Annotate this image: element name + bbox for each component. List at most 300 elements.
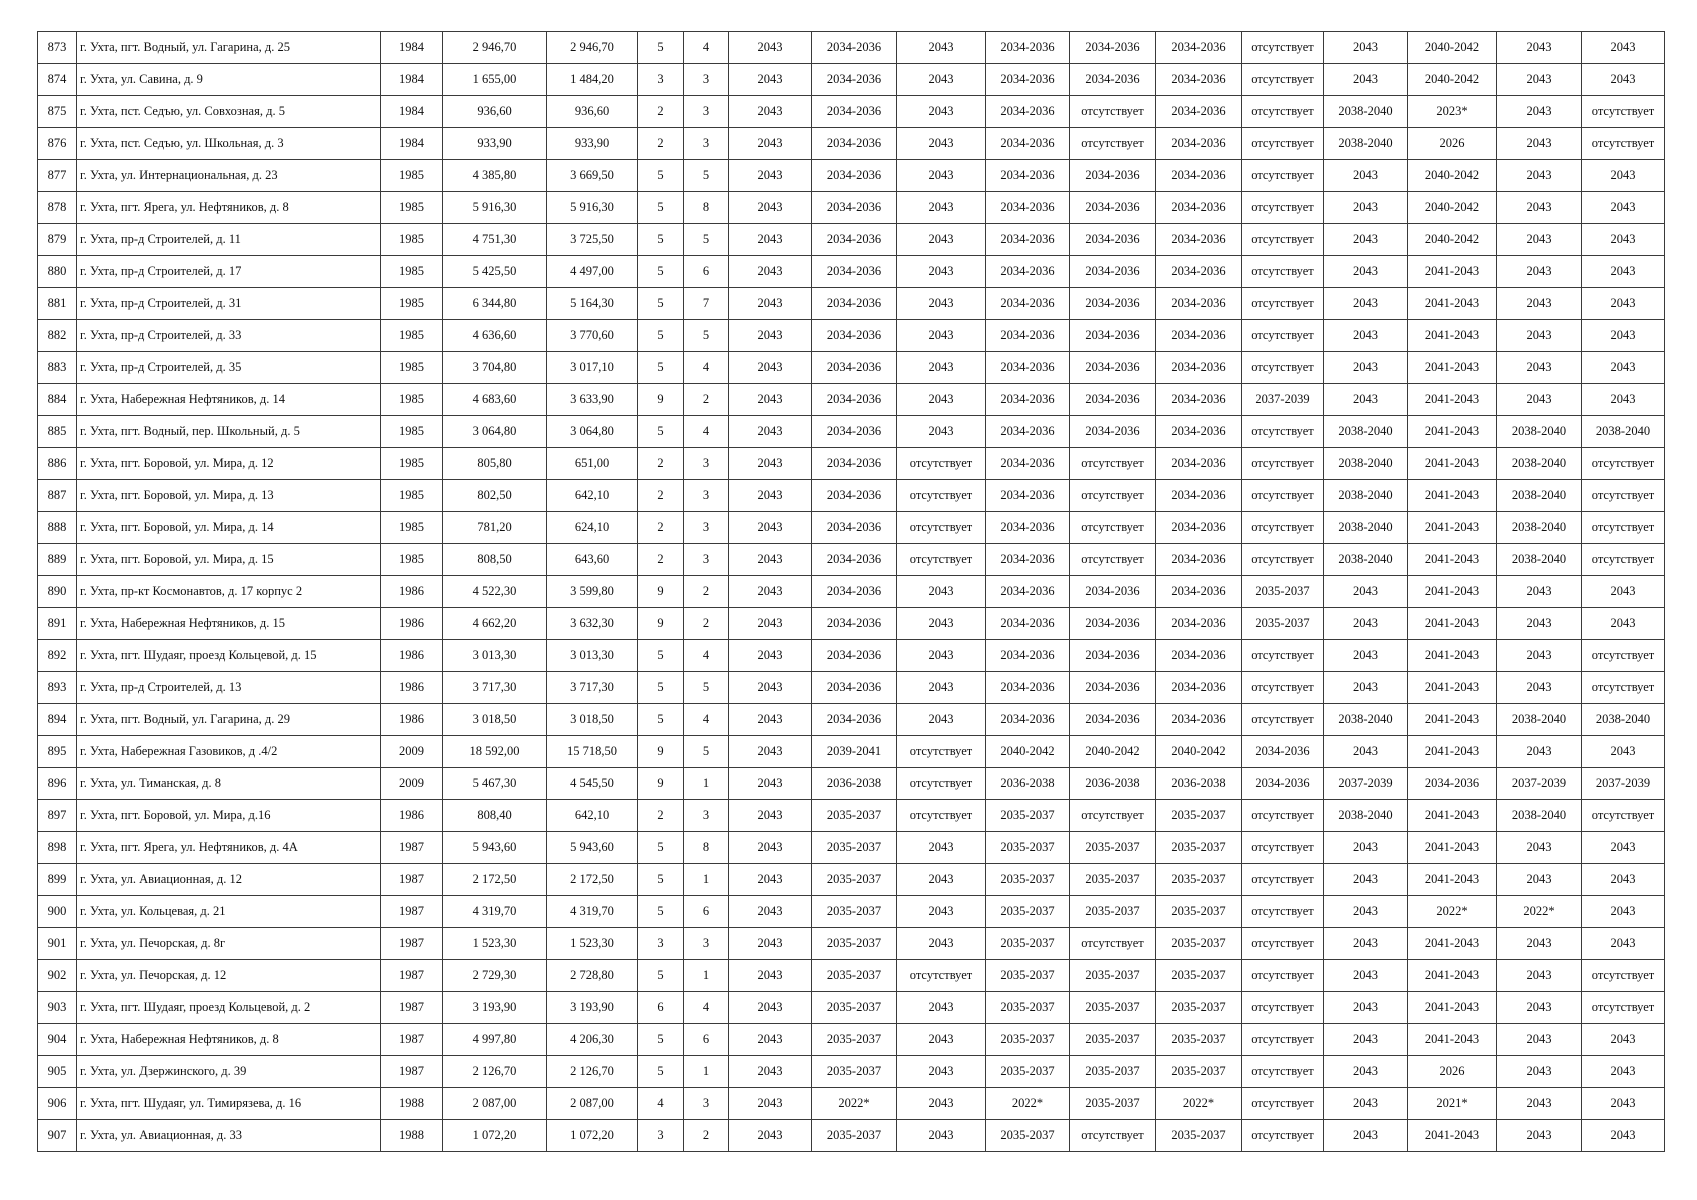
cell-year-built: 1986 [381,640,443,672]
cell-work-11: 2043 [1582,32,1665,64]
cell-work-2: 2034-2036 [812,288,897,320]
cell-work-9: 2026 [1408,1056,1497,1088]
cell-work-6: 2034-2036 [1156,480,1242,512]
cell-year-built: 1984 [381,32,443,64]
cell-work-1: 2043 [729,640,812,672]
cell-year-built: 1985 [381,480,443,512]
cell-work-1: 2043 [729,704,812,736]
cell-total-area: 4 751,30 [443,224,547,256]
cell-entrances: 6 [684,256,729,288]
cell-row-number: 898 [38,832,77,864]
cell-entrances: 4 [684,704,729,736]
cell-work-2: 2035-2037 [812,896,897,928]
cell-address: г. Ухта, ул. Кольцевая, д. 21 [77,896,381,928]
cell-row-number: 902 [38,960,77,992]
cell-address: г. Ухта, пгт. Водный, ул. Гагарина, д. 29 [77,704,381,736]
cell-row-number: 875 [38,96,77,128]
cell-work-7: отсутствует [1242,128,1324,160]
table-row [38,928,1665,960]
cell-year-built: 1985 [381,512,443,544]
cell-year-built: 2009 [381,736,443,768]
cell-entrances: 3 [684,800,729,832]
cell-total-area: 2 126,70 [443,1056,547,1088]
cell-work-8: 2043 [1324,1024,1408,1056]
cell-total-area: 3 064,80 [443,416,547,448]
cell-work-11: 2043 [1582,224,1665,256]
cell-work-3: 2043 [897,704,986,736]
cell-living-area: 3 017,10 [547,352,638,384]
cell-row-number: 877 [38,160,77,192]
cell-work-4: 2040-2042 [986,736,1070,768]
cell-floors: 5 [638,960,684,992]
cell-work-8: 2043 [1324,32,1408,64]
cell-entrances: 7 [684,288,729,320]
cell-address: г. Ухта, пгт. Шудаяг, проезд Кольцевой, д. 15 [77,640,381,672]
cell-address: г. Ухта, ул. Дзержинского, д. 39 [77,1056,381,1088]
cell-total-area: 808,40 [443,800,547,832]
cell-work-2: 2034-2036 [812,704,897,736]
table-row [38,1088,1665,1120]
cell-work-4: 2034-2036 [986,224,1070,256]
cell-work-9: 2041-2043 [1408,1120,1497,1152]
cell-living-area: 933,90 [547,128,638,160]
cell-work-11: 2037-2039 [1582,768,1665,800]
cell-work-5: 2034-2036 [1070,192,1156,224]
cell-living-area: 3 013,30 [547,640,638,672]
cell-entrances: 6 [684,1024,729,1056]
cell-year-built: 1987 [381,1056,443,1088]
cell-year-built: 1988 [381,1120,443,1152]
cell-year-built: 2009 [381,768,443,800]
cell-work-4: 2034-2036 [986,576,1070,608]
cell-total-area: 4 636,60 [443,320,547,352]
cell-floors: 5 [638,160,684,192]
cell-living-area: 3 669,50 [547,160,638,192]
cell-work-4: 2034-2036 [986,96,1070,128]
table-row [38,960,1665,992]
cell-work-7: отсутствует [1242,320,1324,352]
cell-work-6: 2034-2036 [1156,416,1242,448]
cell-work-10: 2022* [1497,896,1582,928]
cell-total-area: 18 592,00 [443,736,547,768]
cell-work-4: 2034-2036 [986,448,1070,480]
cell-work-6: 2035-2037 [1156,1120,1242,1152]
cell-living-area: 4 206,30 [547,1024,638,1056]
cell-work-7: отсутствует [1242,928,1324,960]
table-row [38,576,1665,608]
cell-living-area: 5 916,30 [547,192,638,224]
cell-work-10: 2043 [1497,32,1582,64]
cell-work-8: 2043 [1324,832,1408,864]
cell-address: г. Ухта, пгт. Боровой, ул. Мира, д.16 [77,800,381,832]
cell-work-6: 2035-2037 [1156,1056,1242,1088]
cell-work-5: 2035-2037 [1070,960,1156,992]
cell-work-10: 2043 [1497,672,1582,704]
cell-address: г. Ухта, ул. Печорская, д. 12 [77,960,381,992]
cell-floors: 2 [638,544,684,576]
cell-living-area: 3 725,50 [547,224,638,256]
cell-work-6: 2034-2036 [1156,672,1242,704]
cell-work-10: 2038-2040 [1497,416,1582,448]
cell-entrances: 1 [684,960,729,992]
cell-work-8: 2037-2039 [1324,768,1408,800]
cell-entrances: 3 [684,544,729,576]
cell-work-11: 2043 [1582,1024,1665,1056]
cell-year-built: 1985 [381,384,443,416]
cell-work-3: 2043 [897,1088,986,1120]
cell-work-4: 2034-2036 [986,352,1070,384]
cell-work-11: отсутствует [1582,992,1665,1024]
cell-work-5: отсутствует [1070,448,1156,480]
cell-row-number: 896 [38,768,77,800]
cell-work-7: отсутствует [1242,32,1324,64]
cell-work-7: отсутствует [1242,672,1324,704]
cell-work-6: 2034-2036 [1156,96,1242,128]
cell-entrances: 2 [684,384,729,416]
cell-entrances: 2 [684,576,729,608]
cell-year-built: 1987 [381,832,443,864]
cell-work-10: 2043 [1497,352,1582,384]
cell-work-1: 2043 [729,480,812,512]
cell-entrances: 5 [684,320,729,352]
cell-work-9: 2041-2043 [1408,608,1497,640]
cell-work-4: 2035-2037 [986,864,1070,896]
cell-row-number: 883 [38,352,77,384]
cell-total-area: 6 344,80 [443,288,547,320]
cell-work-7: 2037-2039 [1242,384,1324,416]
cell-work-5: 2034-2036 [1070,640,1156,672]
cell-work-10: 2043 [1497,1056,1582,1088]
cell-living-area: 1 484,20 [547,64,638,96]
cell-work-3: отсутствует [897,736,986,768]
cell-work-9: 2023* [1408,96,1497,128]
cell-work-5: отсутствует [1070,1120,1156,1152]
cell-work-2: 2034-2036 [812,352,897,384]
cell-work-7: отсутствует [1242,1120,1324,1152]
cell-year-built: 1985 [381,256,443,288]
cell-work-8: 2043 [1324,672,1408,704]
cell-floors: 5 [638,864,684,896]
cell-work-3: отсутствует [897,480,986,512]
cell-address: г. Ухта, Набережная Нефтяников, д. 14 [77,384,381,416]
cell-work-9: 2041-2043 [1408,864,1497,896]
cell-work-6: 2034-2036 [1156,544,1242,576]
cell-work-5: 2034-2036 [1070,704,1156,736]
cell-total-area: 4 522,30 [443,576,547,608]
cell-work-3: 2043 [897,32,986,64]
cell-work-3: 2043 [897,576,986,608]
cell-work-4: 2034-2036 [986,416,1070,448]
table-row [38,384,1665,416]
cell-floors: 5 [638,1024,684,1056]
cell-row-number: 900 [38,896,77,928]
cell-entrances: 5 [684,224,729,256]
cell-work-7: отсутствует [1242,832,1324,864]
cell-floors: 9 [638,608,684,640]
cell-total-area: 3 018,50 [443,704,547,736]
cell-work-7: отсутствует [1242,352,1324,384]
cell-work-4: 2034-2036 [986,544,1070,576]
cell-work-1: 2043 [729,672,812,704]
cell-living-area: 3 633,90 [547,384,638,416]
table-row [38,160,1665,192]
cell-living-area: 3 193,90 [547,992,638,1024]
cell-total-area: 5 425,50 [443,256,547,288]
cell-work-4: 2035-2037 [986,1024,1070,1056]
cell-work-10: 2043 [1497,576,1582,608]
cell-living-area: 2 728,80 [547,960,638,992]
cell-work-8: 2043 [1324,352,1408,384]
cell-work-1: 2043 [729,256,812,288]
cell-work-2: 2034-2036 [812,576,897,608]
cell-work-1: 2043 [729,416,812,448]
cell-work-11: 2043 [1582,576,1665,608]
cell-work-5: 2034-2036 [1070,672,1156,704]
cell-work-2: 2034-2036 [812,480,897,512]
cell-work-2: 2034-2036 [812,64,897,96]
cell-work-10: 2037-2039 [1497,768,1582,800]
cell-work-2: 2035-2037 [812,800,897,832]
cell-living-area: 1 072,20 [547,1120,638,1152]
cell-floors: 9 [638,384,684,416]
cell-work-10: 2038-2040 [1497,800,1582,832]
table-row [38,448,1665,480]
cell-floors: 9 [638,576,684,608]
cell-work-11: 2043 [1582,256,1665,288]
cell-total-area: 3 193,90 [443,992,547,1024]
cell-work-11: 2038-2040 [1582,704,1665,736]
table-row [38,864,1665,896]
cell-work-8: 2038-2040 [1324,128,1408,160]
cell-row-number: 887 [38,480,77,512]
cell-work-5: 2034-2036 [1070,160,1156,192]
cell-work-11: отсутствует [1582,448,1665,480]
cell-year-built: 1985 [381,320,443,352]
cell-work-7: отсутствует [1242,800,1324,832]
cell-work-8: 2043 [1324,928,1408,960]
cell-work-2: 2035-2037 [812,928,897,960]
cell-entrances: 3 [684,512,729,544]
cell-entrances: 1 [684,1056,729,1088]
cell-work-9: 2041-2043 [1408,576,1497,608]
cell-address: г. Ухта, пгт. Водный, ул. Гагарина, д. 25 [77,32,381,64]
cell-work-6: 2034-2036 [1156,128,1242,160]
cell-work-10: 2043 [1497,992,1582,1024]
cell-work-3: 2043 [897,896,986,928]
cell-address: г. Ухта, пр-д Строителей, д. 35 [77,352,381,384]
cell-entrances: 8 [684,192,729,224]
cell-work-6: 2034-2036 [1156,608,1242,640]
cell-work-1: 2043 [729,192,812,224]
cell-work-1: 2043 [729,864,812,896]
cell-total-area: 2 946,70 [443,32,547,64]
cell-total-area: 5 467,30 [443,768,547,800]
table-row [38,800,1665,832]
cell-work-1: 2043 [729,576,812,608]
cell-year-built: 1985 [381,416,443,448]
cell-floors: 5 [638,192,684,224]
cell-work-10: 2043 [1497,320,1582,352]
cell-work-11: 2043 [1582,352,1665,384]
cell-work-6: 2034-2036 [1156,640,1242,672]
cell-total-area: 5 943,60 [443,832,547,864]
cell-work-10: 2043 [1497,128,1582,160]
cell-work-6: 2035-2037 [1156,800,1242,832]
cell-work-2: 2035-2037 [812,832,897,864]
cell-row-number: 884 [38,384,77,416]
cell-work-1: 2043 [729,736,812,768]
cell-work-6: 2022* [1156,1088,1242,1120]
cell-work-10: 2043 [1497,224,1582,256]
cell-work-11: 2043 [1582,1056,1665,1088]
cell-work-4: 2035-2037 [986,928,1070,960]
cell-work-6: 2034-2036 [1156,320,1242,352]
cell-address: г. Ухта, ул. Печорская, д. 8г [77,928,381,960]
cell-work-4: 2034-2036 [986,480,1070,512]
cell-work-9: 2041-2043 [1408,672,1497,704]
cell-year-built: 1988 [381,1088,443,1120]
cell-work-4: 2034-2036 [986,608,1070,640]
cell-work-4: 2034-2036 [986,640,1070,672]
cell-floors: 5 [638,832,684,864]
cell-work-3: 2043 [897,192,986,224]
cell-work-3: 2043 [897,96,986,128]
cell-floors: 5 [638,704,684,736]
cell-work-3: 2043 [897,928,986,960]
cell-work-10: 2043 [1497,64,1582,96]
cell-work-7: отсутствует [1242,704,1324,736]
cell-work-7: отсутствует [1242,448,1324,480]
cell-work-9: 2040-2042 [1408,224,1497,256]
cell-work-9: 2026 [1408,128,1497,160]
cell-floors: 5 [638,256,684,288]
cell-work-8: 2038-2040 [1324,544,1408,576]
cell-work-9: 2041-2043 [1408,736,1497,768]
cell-work-8: 2043 [1324,1088,1408,1120]
cell-work-6: 2034-2036 [1156,512,1242,544]
cell-row-number: 885 [38,416,77,448]
cell-work-3: 2043 [897,608,986,640]
cell-total-area: 805,80 [443,448,547,480]
cell-work-11: 2043 [1582,160,1665,192]
cell-work-5: 2034-2036 [1070,576,1156,608]
cell-total-area: 4 319,70 [443,896,547,928]
cell-work-8: 2043 [1324,256,1408,288]
cell-work-4: 2034-2036 [986,192,1070,224]
cell-work-2: 2034-2036 [812,512,897,544]
cell-work-8: 2038-2040 [1324,704,1408,736]
cell-work-10: 2043 [1497,1120,1582,1152]
cell-living-area: 15 718,50 [547,736,638,768]
cell-year-built: 1986 [381,672,443,704]
cell-work-5: 2034-2036 [1070,288,1156,320]
cell-work-9: 2041-2043 [1408,640,1497,672]
cell-work-9: 2041-2043 [1408,384,1497,416]
cell-work-8: 2043 [1324,384,1408,416]
cell-work-1: 2043 [729,384,812,416]
cell-work-10: 2043 [1497,928,1582,960]
cell-address: г. Ухта, ул. Авиационная, д. 12 [77,864,381,896]
cell-work-1: 2043 [729,64,812,96]
cell-work-10: 2043 [1497,384,1582,416]
cell-work-8: 2043 [1324,736,1408,768]
cell-address: г. Ухта, пр-д Строителей, д. 31 [77,288,381,320]
cell-work-6: 2035-2037 [1156,992,1242,1024]
cell-work-8: 2043 [1324,288,1408,320]
cell-work-5: отсутствует [1070,480,1156,512]
cell-work-3: 2043 [897,128,986,160]
cell-work-5: отсутствует [1070,96,1156,128]
cell-work-2: 2034-2036 [812,192,897,224]
cell-work-4: 2034-2036 [986,32,1070,64]
cell-work-9: 2041-2043 [1408,544,1497,576]
cell-work-10: 2043 [1497,192,1582,224]
cell-total-area: 808,50 [443,544,547,576]
cell-work-11: отсутствует [1582,800,1665,832]
cell-year-built: 1986 [381,800,443,832]
cell-work-7: отсутствует [1242,192,1324,224]
cell-work-1: 2043 [729,288,812,320]
cell-work-1: 2043 [729,1120,812,1152]
cell-entrances: 4 [684,416,729,448]
table-row [38,640,1665,672]
cell-work-3: 2043 [897,672,986,704]
cell-row-number: 905 [38,1056,77,1088]
cell-year-built: 1984 [381,128,443,160]
cell-work-8: 2038-2040 [1324,800,1408,832]
cell-floors: 5 [638,32,684,64]
cell-work-9: 2041-2043 [1408,992,1497,1024]
cell-entrances: 1 [684,768,729,800]
cell-entrances: 2 [684,1120,729,1152]
cell-work-11: 2043 [1582,832,1665,864]
cell-living-area: 2 946,70 [547,32,638,64]
cell-year-built: 1986 [381,608,443,640]
housing-schedule-table [37,31,1665,1152]
cell-work-5: отсутствует [1070,928,1156,960]
cell-work-8: 2043 [1324,64,1408,96]
cell-work-11: 2043 [1582,64,1665,96]
cell-work-4: 2034-2036 [986,672,1070,704]
cell-work-9: 2041-2043 [1408,288,1497,320]
cell-floors: 5 [638,416,684,448]
cell-work-2: 2035-2037 [812,960,897,992]
cell-address: г. Ухта, пр-д Строителей, д. 11 [77,224,381,256]
cell-work-5: отсутствует [1070,544,1156,576]
cell-work-3: отсутствует [897,544,986,576]
cell-work-3: 2043 [897,1056,986,1088]
cell-work-5: 2035-2037 [1070,1024,1156,1056]
cell-work-4: 2034-2036 [986,256,1070,288]
cell-year-built: 1987 [381,1024,443,1056]
cell-work-6: 2034-2036 [1156,64,1242,96]
cell-total-area: 2 172,50 [443,864,547,896]
cell-entrances: 3 [684,480,729,512]
cell-work-11: 2043 [1582,896,1665,928]
cell-work-8: 2038-2040 [1324,416,1408,448]
cell-floors: 2 [638,800,684,832]
table-row [38,672,1665,704]
cell-work-6: 2034-2036 [1156,256,1242,288]
cell-work-4: 2035-2037 [986,832,1070,864]
cell-floors: 5 [638,1056,684,1088]
cell-floors: 4 [638,1088,684,1120]
cell-living-area: 1 523,30 [547,928,638,960]
cell-work-10: 2043 [1497,1088,1582,1120]
cell-floors: 5 [638,896,684,928]
cell-floors: 3 [638,928,684,960]
cell-living-area: 4 497,00 [547,256,638,288]
